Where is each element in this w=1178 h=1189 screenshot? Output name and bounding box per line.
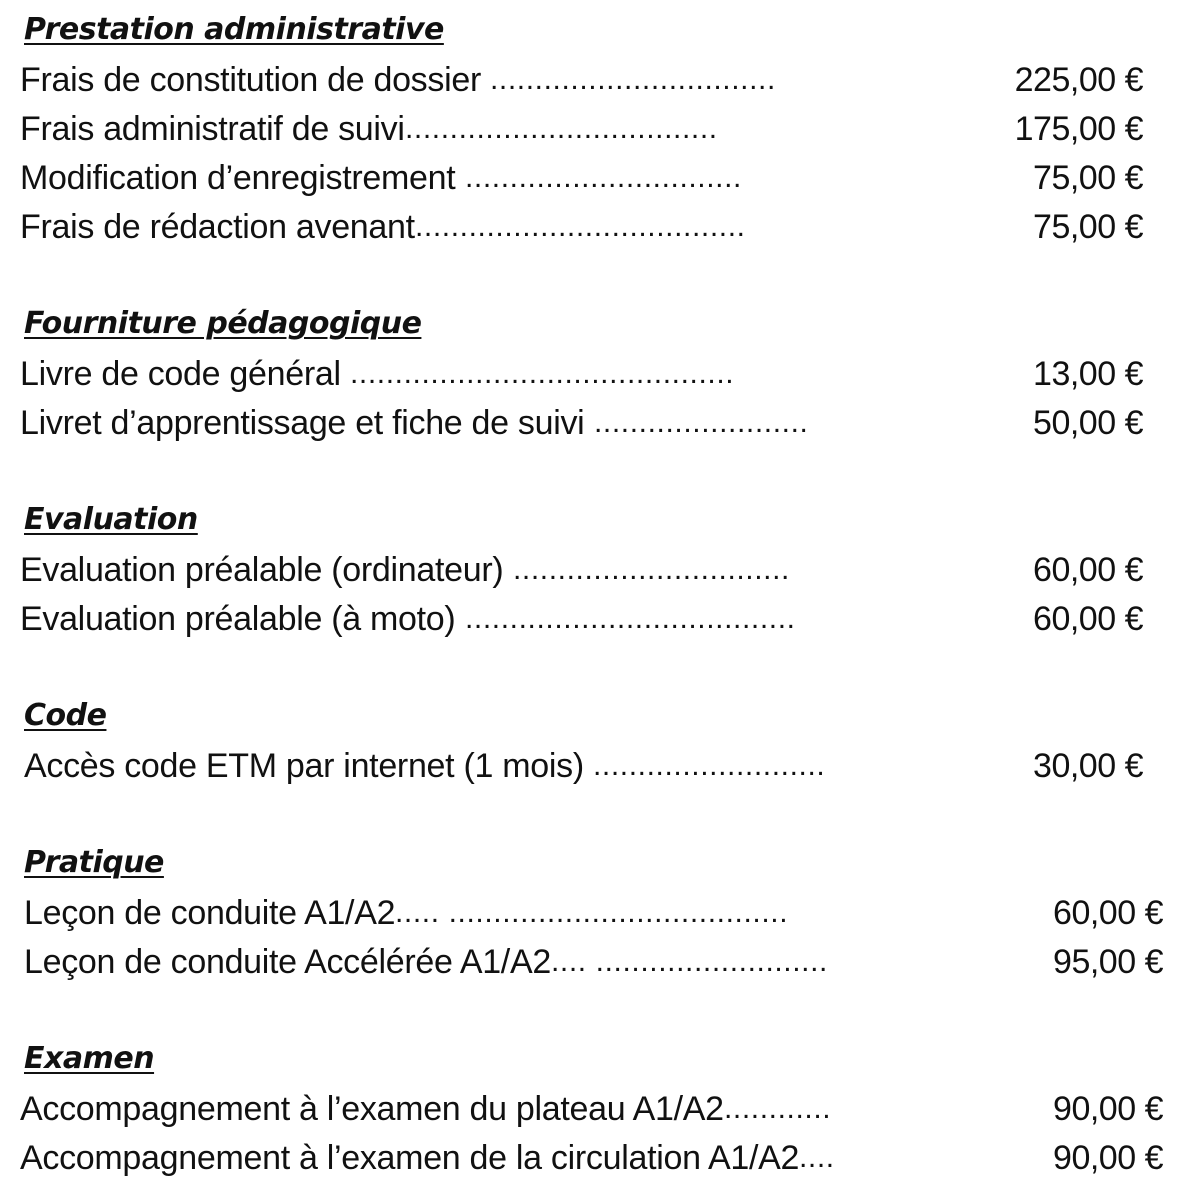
section-title-fourniture-pedagogique: Fourniture pédagogique <box>24 306 422 341</box>
item-label: Livre de code général <box>20 355 350 393</box>
price-row <box>0 207 1178 247</box>
item-label: Accès code ETM par internet (1 mois) <box>24 747 593 785</box>
dot-leader: ............ <box>724 1092 832 1125</box>
price-row <box>0 599 1178 639</box>
item-label: Accompagnement à l’examen du plateau A1/A2 <box>20 1090 724 1128</box>
item-label: Leçon de conduite Accélérée A1/A2 <box>24 943 551 981</box>
section-title-examen: Examen <box>24 1041 155 1076</box>
dot-leader: ............................... <box>513 553 790 586</box>
item-price: 13,00 € <box>1033 355 1143 393</box>
dot-leader: ..................................... <box>465 602 796 635</box>
price-row <box>0 942 1178 982</box>
item-price: 225,00 € <box>1014 61 1143 99</box>
item-label: Livret d’apprentissage et fiche de suivi <box>20 404 594 442</box>
dot-leader: ..... ...................................... <box>395 896 789 929</box>
section-title-code: Code <box>24 698 107 733</box>
item-price: 75,00 € <box>1033 159 1143 197</box>
item-price: 90,00 € <box>1053 1090 1163 1128</box>
price-row <box>0 550 1178 590</box>
item-price: 50,00 € <box>1033 404 1143 442</box>
price-row <box>0 403 1178 443</box>
price-row <box>0 1089 1178 1129</box>
dot-leader: ................................... <box>405 112 718 145</box>
price-row <box>0 893 1178 933</box>
price-row <box>0 109 1178 149</box>
item-label: Accompagnement à l’examen de la circulation A1/A2 <box>20 1139 800 1177</box>
item-label: Leçon de conduite A1/A2 <box>24 894 396 932</box>
dot-leader: .... .......................... <box>551 945 828 978</box>
price-row <box>0 60 1178 100</box>
item-label: Frais de constitution de dossier <box>20 61 491 99</box>
price-row <box>0 1138 1178 1178</box>
dot-leader: .......................... <box>593 749 826 782</box>
item-price: 60,00 € <box>1033 551 1143 589</box>
item-price: 75,00 € <box>1033 208 1143 246</box>
section-title-pratique: Pratique <box>24 845 164 880</box>
item-label: Frais de rédaction avenant <box>20 208 415 246</box>
item-label: Evaluation préalable (à moto) <box>20 600 465 638</box>
price-row <box>0 354 1178 394</box>
section-title-prestation-administrative: Prestation administrative <box>24 12 444 47</box>
dot-leader: ........................................... <box>350 357 735 390</box>
section-title-evaluation: Evaluation <box>24 502 198 537</box>
item-label: Evaluation préalable (ordinateur) <box>20 551 513 589</box>
item-price: 60,00 € <box>1053 894 1163 932</box>
dot-leader: ............................... <box>465 161 742 194</box>
dot-leader: ................................ <box>490 63 776 96</box>
item-price: 95,00 € <box>1053 943 1163 981</box>
price-row <box>0 746 1178 786</box>
dot-leader: .... <box>799 1141 835 1174</box>
dot-leader: ........................ <box>594 406 809 439</box>
item-label: Modification d’enregistrement <box>20 159 465 197</box>
item-price: 60,00 € <box>1033 600 1143 638</box>
dot-leader: ..................................... <box>415 210 746 243</box>
item-price: 90,00 € <box>1053 1139 1163 1177</box>
item-price: 175,00 € <box>1014 110 1143 148</box>
price-row <box>0 158 1178 198</box>
item-label: Frais administratif de suivi <box>20 110 405 148</box>
item-price: 30,00 € <box>1033 747 1143 785</box>
